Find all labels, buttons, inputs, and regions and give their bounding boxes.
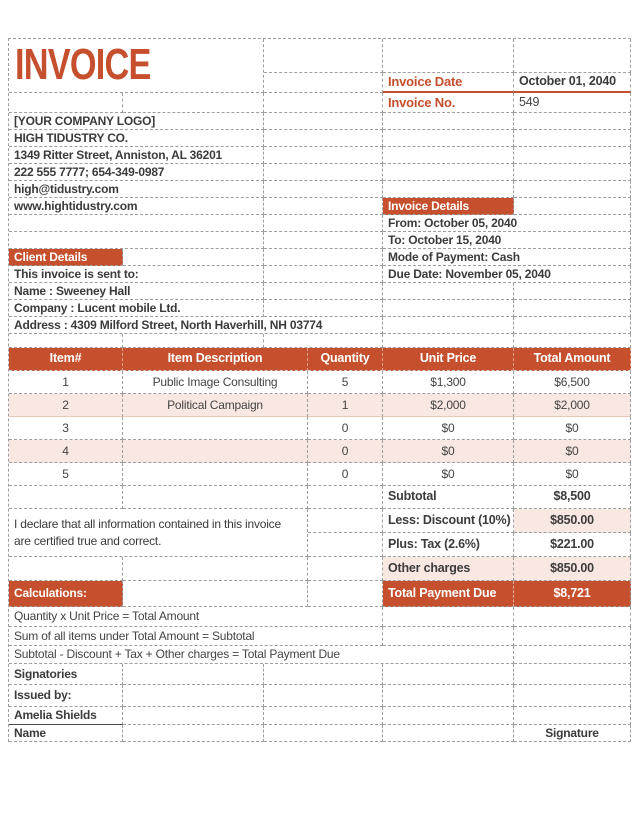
- grid-cell: [123, 685, 264, 707]
- company-address: 1349 Ritter Street, Anniston, AL 36201: [9, 147, 264, 164]
- grid-cell: [123, 93, 264, 113]
- grid-cell: [383, 300, 514, 317]
- grid-cell: [514, 646, 631, 664]
- invoice-details-due-date: Due Date: November 05, 2040: [383, 266, 631, 283]
- grid-cell: [383, 317, 514, 334]
- grid-cell: [308, 557, 383, 581]
- item-row-number: 2: [9, 394, 123, 417]
- item-row-total: $6,500: [514, 371, 631, 394]
- item-row-quantity: 0: [308, 463, 383, 486]
- grid-cell: [514, 147, 631, 164]
- grid-cell: [264, 707, 383, 725]
- item-row-number: 3: [9, 417, 123, 440]
- grid-cell: [514, 627, 631, 646]
- grid-cell: [264, 39, 383, 73]
- signature-label: Signature: [514, 725, 631, 742]
- grid-cell: [264, 164, 383, 181]
- item-row-quantity: 1: [308, 394, 383, 417]
- grid-cell: [264, 266, 383, 283]
- grid-cell: [9, 486, 123, 509]
- grid-cell: [264, 181, 383, 198]
- grid-cell: [264, 232, 383, 249]
- issued-by-label: Issued by:: [9, 685, 123, 707]
- invoice-details-from: From: October 05, 2040: [383, 215, 631, 232]
- client-company: Company : Lucent mobile Ltd.: [9, 300, 264, 317]
- grid-cell: [264, 664, 383, 685]
- grid-cell: [264, 725, 383, 742]
- company-email: high@tidustry.com: [9, 181, 264, 198]
- grid-cell: [264, 73, 383, 93]
- grid-cell: [514, 283, 631, 300]
- grid-cell: [308, 581, 383, 607]
- grid-cell: [123, 581, 308, 607]
- grid-cell: [383, 283, 514, 300]
- item-row-description: [123, 417, 308, 440]
- grid-cell: [264, 198, 383, 215]
- other-charges-value: $850.00: [514, 557, 631, 581]
- subtotal-label: Subtotal: [383, 486, 514, 509]
- grid-cell: [383, 685, 514, 707]
- grid-cell: [9, 334, 123, 348]
- invoice-details-payment-mode: Mode of Payment: Cash: [383, 249, 631, 266]
- other-charges-label: Other charges: [383, 557, 514, 581]
- grid-cell: [514, 130, 631, 147]
- grid-cell: [514, 113, 631, 130]
- grid-cell: [123, 334, 264, 348]
- client-details-heading: Client Details: [9, 249, 123, 266]
- grid-cell: [383, 164, 514, 181]
- invoice-number-value: 549: [514, 93, 631, 113]
- grid-cell: [264, 215, 383, 232]
- grid-cell: [123, 249, 264, 266]
- company-website: www.hightidustry.com: [9, 198, 264, 215]
- item-row-number: 4: [9, 440, 123, 463]
- invoice-number-label: Invoice No.: [383, 93, 514, 113]
- grid-cell: [123, 664, 264, 685]
- grid-cell: [264, 283, 383, 300]
- grid-cell: [123, 557, 308, 581]
- grid-cell: [123, 725, 264, 742]
- grid-cell: [308, 486, 383, 509]
- grid-cell: [264, 130, 383, 147]
- total-due-value: $8,721: [514, 581, 631, 607]
- discount-label: Less: Discount (10%): [383, 509, 514, 533]
- grid-cell: [514, 607, 631, 627]
- grid-cell: [264, 93, 383, 113]
- grid-cell: [383, 707, 514, 725]
- client-name: Name : Sweeney Hall: [9, 283, 264, 300]
- grid-cell: [9, 93, 123, 113]
- calculations-heading: Calculations:: [9, 581, 123, 607]
- grid-cell: [514, 181, 631, 198]
- item-row-description: Political Campaign: [123, 394, 308, 417]
- grid-cell: [514, 164, 631, 181]
- items-header-total-amount: Total Amount: [514, 348, 631, 371]
- grid-cell: [514, 300, 631, 317]
- grid-cell: [383, 181, 514, 198]
- grid-cell: [514, 664, 631, 685]
- grid-cell: [308, 509, 383, 533]
- tax-value: $221.00: [514, 533, 631, 557]
- subtotal-value: $8,500: [514, 486, 631, 509]
- grid-cell: [383, 334, 514, 348]
- signatories-heading: Signatories: [9, 664, 123, 685]
- signature-name-label: Name: [9, 725, 123, 742]
- grid-cell: [264, 685, 383, 707]
- item-row-unit-price: $0: [383, 417, 514, 440]
- item-row-description: [123, 440, 308, 463]
- item-row-quantity: 0: [308, 417, 383, 440]
- issuer-name: Amelia Shields: [9, 707, 123, 725]
- grid-cell: [264, 300, 383, 317]
- invoice-date-value: October 01, 2040: [514, 73, 631, 93]
- formula-total-due: Subtotal - Discount + Tax + Other charges = Total Payment Due: [9, 646, 514, 664]
- grid-cell: [264, 147, 383, 164]
- grid-cell: [264, 113, 383, 130]
- company-name: HIGH TIDUSTRY CO.: [9, 130, 264, 147]
- client-address: Address : 4309 Milford Street, North Haverhill, NH 03774: [9, 317, 383, 334]
- company-phone: 222 555 7777; 654-349-0987: [9, 164, 264, 181]
- client-intro: This invoice is sent to:: [9, 266, 264, 283]
- items-header-quantity: Quantity: [308, 348, 383, 371]
- grid-cell: [9, 232, 264, 249]
- item-row-unit-price: $0: [383, 440, 514, 463]
- grid-cell: [514, 334, 631, 348]
- grid-cell: [514, 198, 631, 215]
- tax-label: Plus: Tax (2.6%): [383, 533, 514, 557]
- item-row-number: 5: [9, 463, 123, 486]
- item-row-description: [123, 463, 308, 486]
- grid-cell: [383, 147, 514, 164]
- grid-cell: [9, 557, 123, 581]
- declaration-text: I declare that all information contained in this invoice are certified true and correct.: [9, 509, 308, 557]
- invoice-date-label: Invoice Date: [383, 73, 514, 93]
- invoice-title-cell: [9, 39, 264, 93]
- grid-cell: [383, 113, 514, 130]
- grid-cell: [383, 725, 514, 742]
- grid-cell: [264, 249, 383, 266]
- items-header-item-number: Item#: [9, 348, 123, 371]
- total-due-label: Total Payment Due: [383, 581, 514, 607]
- invoice-sheet: [8, 38, 631, 742]
- invoice-details-to: To: October 15, 2040: [383, 232, 631, 249]
- item-row-total: $0: [514, 440, 631, 463]
- item-row-total: $2,000: [514, 394, 631, 417]
- grid-cell: [383, 664, 514, 685]
- items-header-unit-price: Unit Price: [383, 348, 514, 371]
- item-row-unit-price: $1,300: [383, 371, 514, 394]
- grid-cell: [383, 627, 514, 646]
- item-row-total: $0: [514, 417, 631, 440]
- grid-cell: [264, 334, 383, 348]
- item-row-quantity: 0: [308, 440, 383, 463]
- item-row-number: 1: [9, 371, 123, 394]
- formula-total-amount: Quantity x Unit Price = Total Amount: [9, 607, 383, 627]
- item-row-total: $0: [514, 463, 631, 486]
- company-logo-placeholder: [YOUR COMPANY LOGO]: [9, 113, 264, 130]
- invoice-details-heading: Invoice Details: [383, 198, 514, 215]
- grid-cell: [383, 130, 514, 147]
- grid-cell: [514, 317, 631, 334]
- grid-cell: [308, 533, 383, 557]
- grid-cell: [514, 39, 631, 73]
- grid-cell: [514, 707, 631, 725]
- item-row-description: Public Image Consulting: [123, 371, 308, 394]
- formula-subtotal: Sum of all items under Total Amount = Subtotal: [9, 627, 383, 646]
- items-header-description: Item Description: [123, 348, 308, 371]
- grid-cell: [9, 215, 264, 232]
- grid-cell: [123, 707, 264, 725]
- grid-cell: [383, 39, 514, 73]
- grid-cell: [514, 685, 631, 707]
- grid-cell: [123, 486, 308, 509]
- item-row-unit-price: $2,000: [383, 394, 514, 417]
- item-row-quantity: 5: [308, 371, 383, 394]
- page-title: INVOICE: [15, 40, 151, 90]
- grid-cell: [383, 607, 514, 627]
- discount-value: $850.00: [514, 509, 631, 533]
- item-row-unit-price: $0: [383, 463, 514, 486]
